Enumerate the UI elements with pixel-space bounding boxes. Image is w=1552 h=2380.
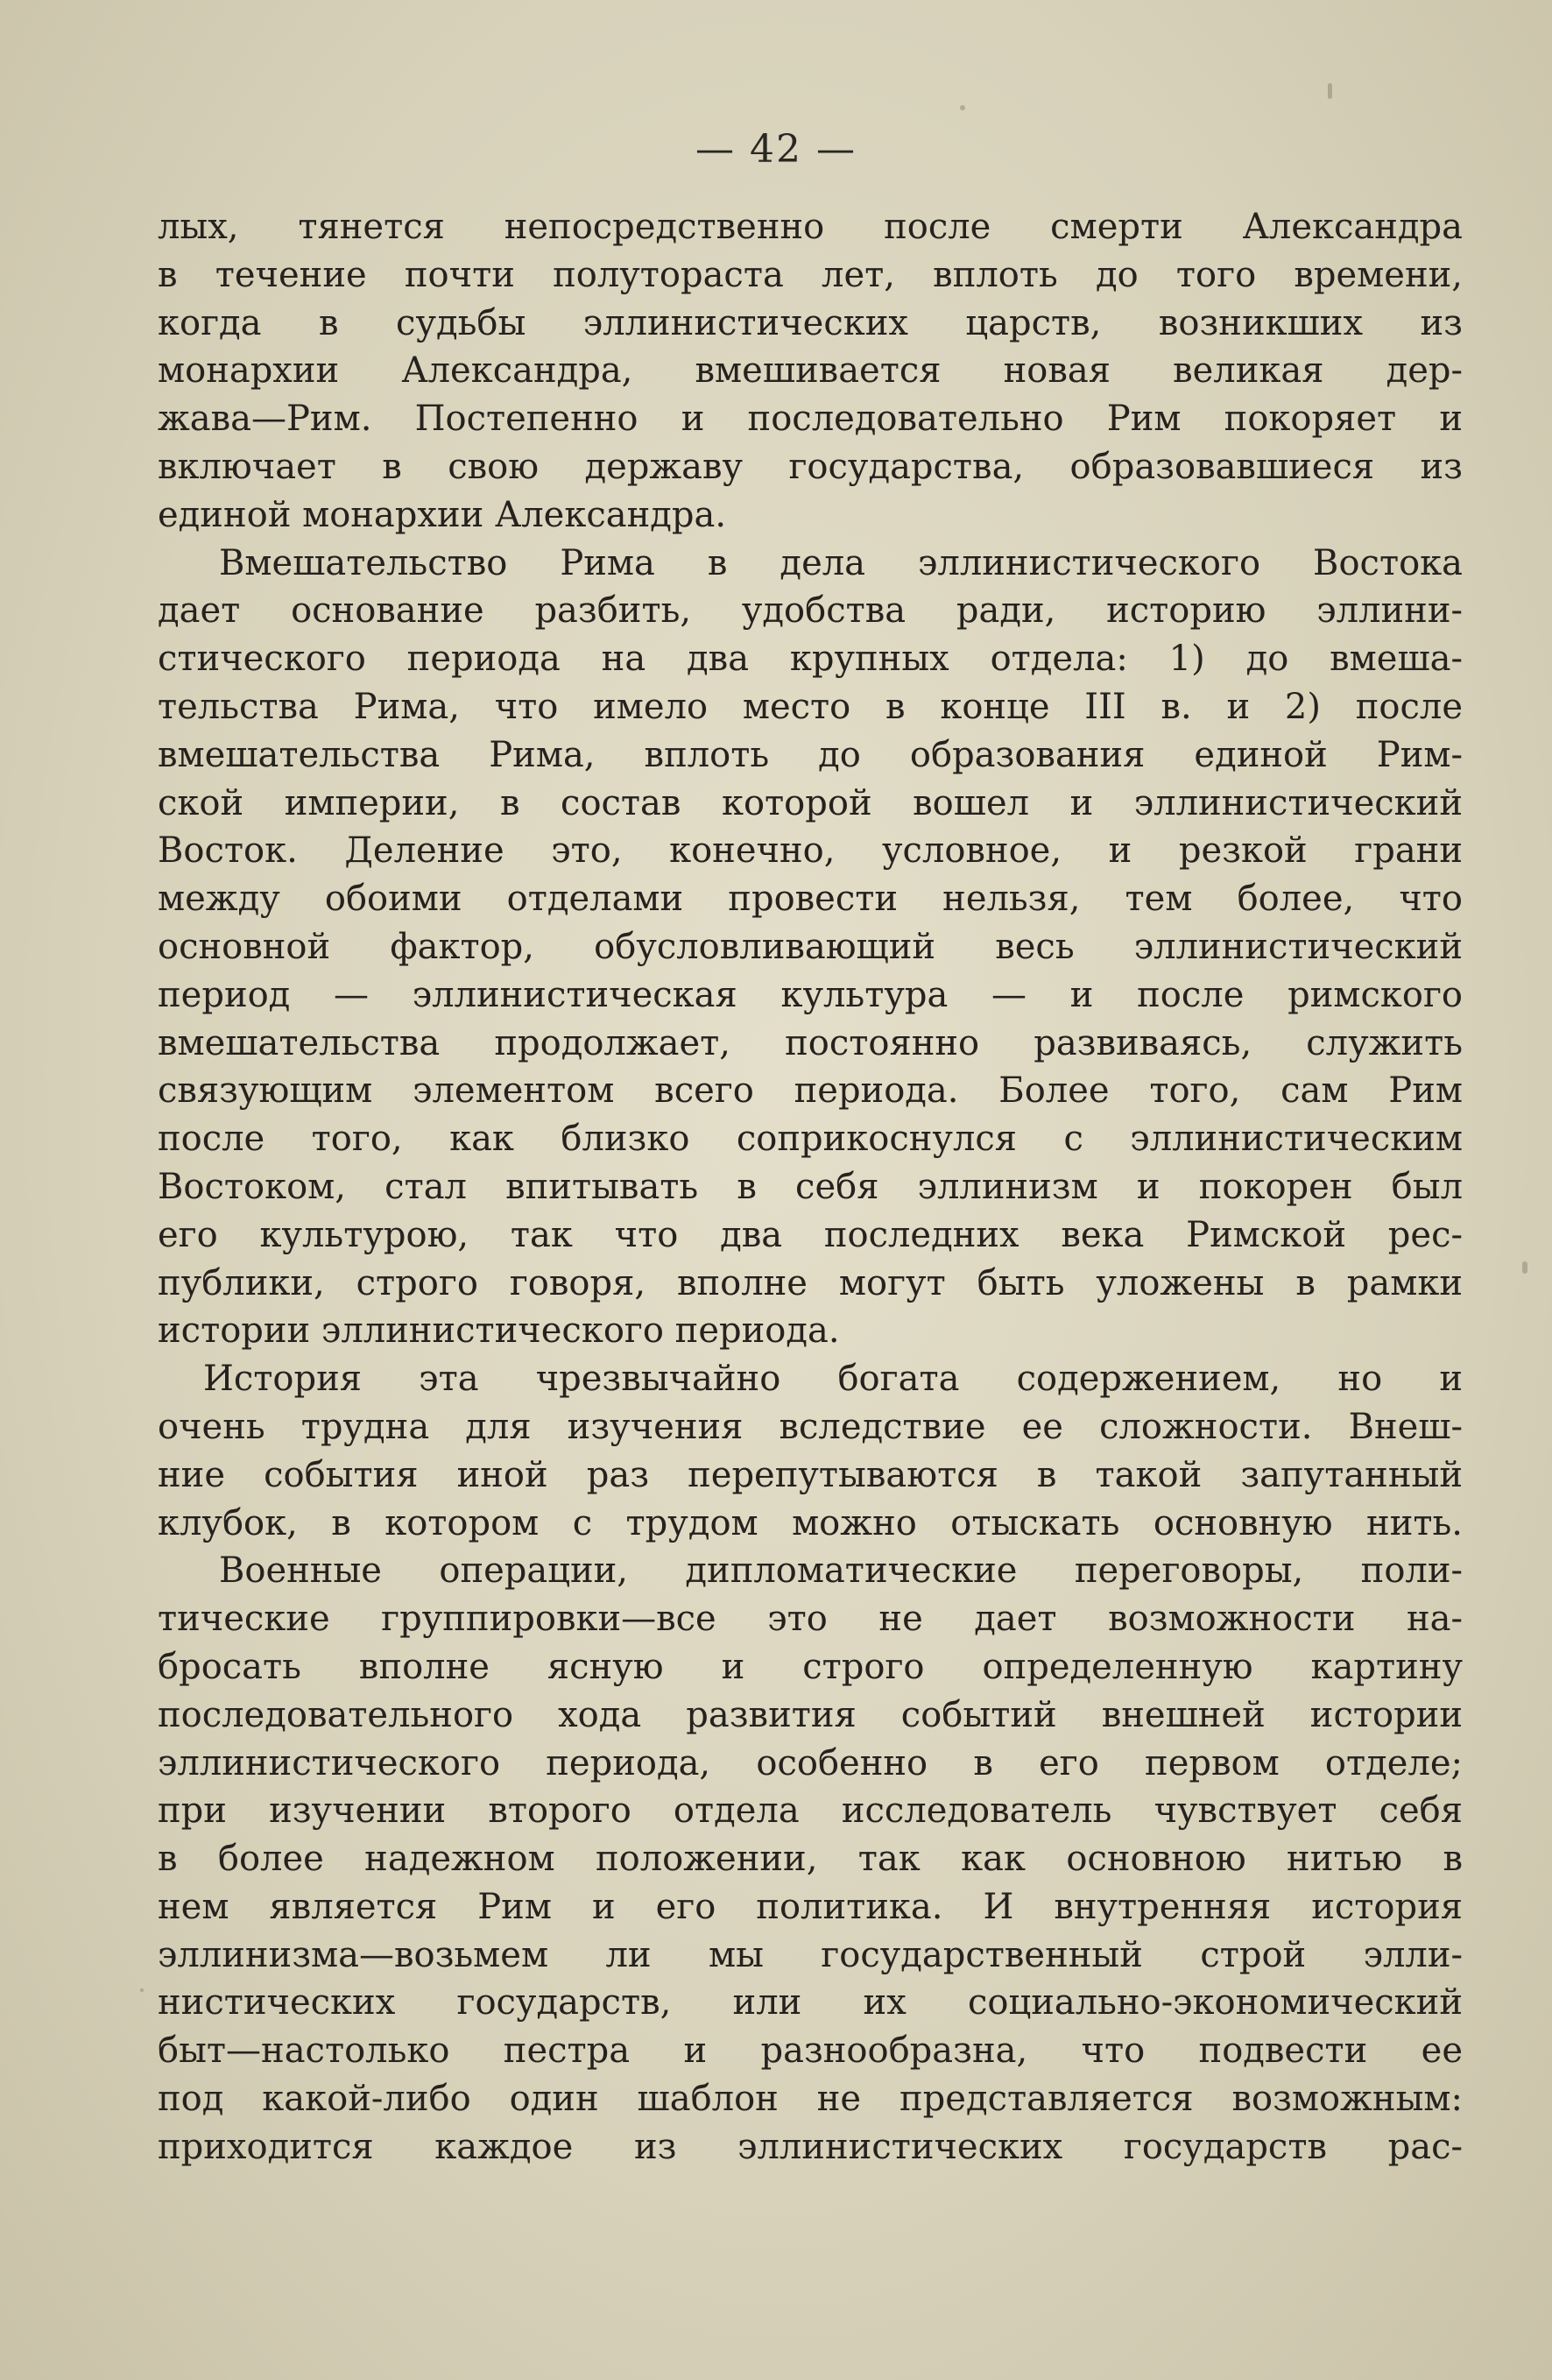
text-line: между обоими отделами провести нельзя, тем более, что xyxy=(158,879,1463,920)
text-line: лых, тянется непосредственно после смерти Александра xyxy=(158,207,1463,247)
text-line: ние события иной раз перепутываются в такой запутанный xyxy=(158,1454,1463,1495)
text-line: последовательного хода развития событий внешней истории xyxy=(158,1694,1463,1735)
text-line: очень трудна для изучения вследствие ее сложности. Внеш- xyxy=(158,1406,1463,1447)
text-line: дает основание разбить, удобства ради, историю эллини- xyxy=(158,590,1463,632)
text-line: Военные операции, дипломатические переговоры, поли- xyxy=(219,1550,1463,1592)
text-line: нем является Рим и его политика. И внутренняя история xyxy=(158,1886,1463,1927)
text-line: бросать вполне ясную и строго определенную картину xyxy=(158,1646,1463,1687)
text-line: в более надежном положении, так как основною нитью в xyxy=(158,1839,1463,1880)
text-line: эллинистического периода, особенно в его первом отделе; xyxy=(158,1742,1463,1783)
scan-speck xyxy=(960,105,965,110)
text-line: приходится каждое из эллинистических государств рас- xyxy=(158,2126,1463,2167)
text-line: История эта чрезвычайно богата содержением, но и xyxy=(203,1359,1463,1400)
text-line: Востоком, стал впитывать в себя эллинизм и покорен был xyxy=(158,1166,1463,1207)
scan-speck xyxy=(1328,83,1332,99)
text-line: вмешательства Рима, вплоть до образования единой Рим- xyxy=(158,734,1463,775)
text-line: под какой-либо один шаблон не представляется возможным: xyxy=(158,2079,1463,2120)
text-line: его культурою, так что два последних века Римской рес- xyxy=(158,1214,1463,1255)
text-line: монархии Александра, вмешивается новая великая дер- xyxy=(158,350,1463,392)
text-line: связующим элементом всего периода. Более того, сам Рим xyxy=(158,1070,1463,1112)
text-line: ской империи, в состав которой вошел и эллинистический xyxy=(158,782,1463,823)
text-line: тические группировки—все это не дает возможности на- xyxy=(158,1599,1463,1640)
text-line: единой монархии Александра. xyxy=(158,494,727,535)
text-line: вмешательства продолжает, постоянно развиваясь, служить xyxy=(158,1022,1463,1063)
text-line: в течение почти полутораста лет, вплоть до того времени, xyxy=(158,254,1463,295)
text-line: истории эллинистического периода. xyxy=(158,1310,840,1352)
text-line: жава—Рим. Постепенно и последовательно Рим покоряет и xyxy=(158,399,1463,440)
text-line: Восток. Деление это, конечно, условное, и резкой грани xyxy=(158,830,1463,872)
text-line: период — эллинистическая культура — и после римского xyxy=(158,974,1463,1015)
text-line: Вмешательство Рима в дела эллинистического Востока xyxy=(219,542,1463,583)
page-number: — 42 — xyxy=(695,127,857,172)
scan-speck xyxy=(140,1988,144,1992)
text-line: клубок, в котором с трудом можно отыскать основную нить. xyxy=(158,1502,1463,1543)
text-line: публики, строго говоря, вполне могут быть уложены в рамки xyxy=(158,1262,1463,1303)
text-line: тельства Рима, что имело место в конце III в. и 2) после xyxy=(158,686,1463,727)
text-line: когда в судьбы эллинистических царств, возникших из xyxy=(158,302,1463,343)
text-line: после того, как близко соприкоснулся с эллинистическим xyxy=(158,1119,1463,1160)
text-line: включает в свою державу государства, образовавшиеся из xyxy=(158,446,1463,487)
text-line: быт—настолько пестра и разнообразна, что подвести ее xyxy=(158,2030,1463,2072)
text-line: основной фактор, обусловливающий весь эллинистический xyxy=(158,926,1463,967)
scan-speck xyxy=(1522,1261,1527,1274)
text-line: стического периода на два крупных отдела: 1) до вмеша- xyxy=(158,639,1463,680)
text-line: при изучении второго отдела исследователь чувствует себя xyxy=(158,1790,1463,1832)
text-line: эллинизма—возьмем ли мы государственный строй элли- xyxy=(158,1934,1463,1975)
text-line: нистических государств, или их социально-экономический xyxy=(158,1982,1463,2023)
body-text xyxy=(158,203,1463,2172)
